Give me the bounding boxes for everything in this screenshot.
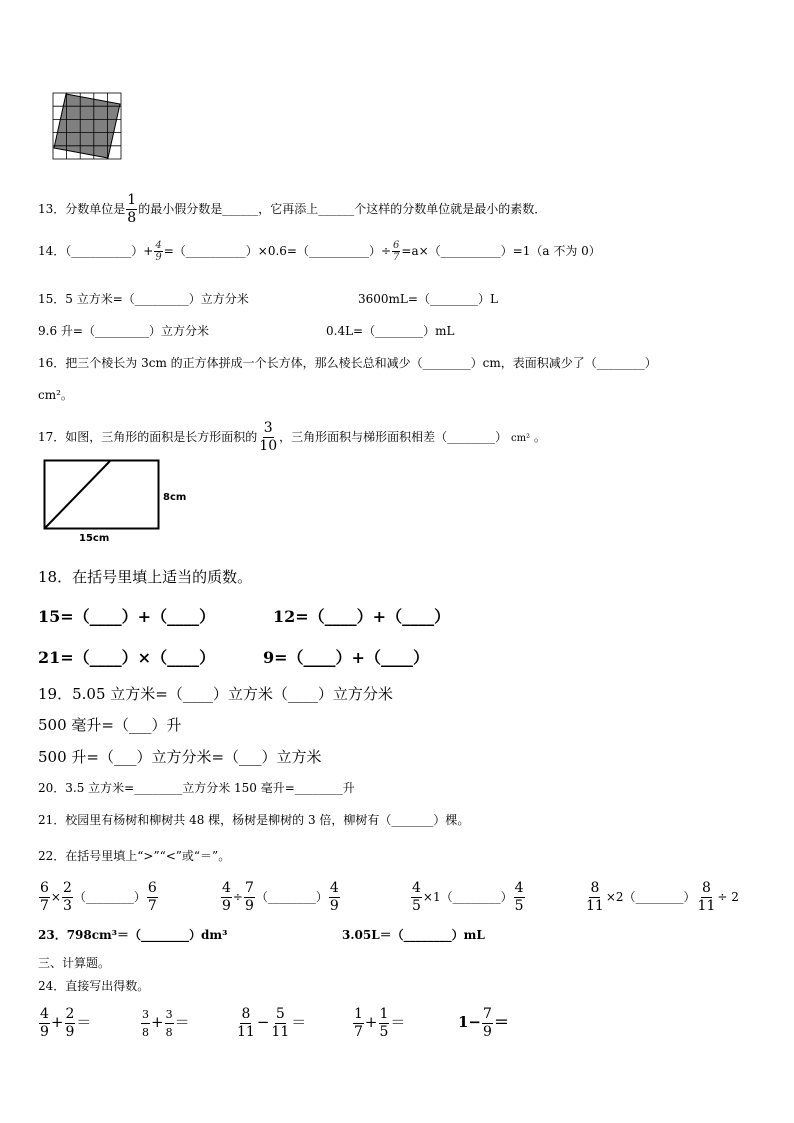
den: 9 [222, 898, 231, 914]
q21: 21．校园里有杨树和柳树共 48 棵，杨树是柳树的 3 倍，柳树有（_______）棵。 [38, 813, 470, 827]
den: 7 [40, 898, 49, 914]
num: 3 [165, 1006, 174, 1024]
q17-post: ，三角形面积与梯形面积相差（________） [279, 430, 508, 444]
operator: ×2 [605, 890, 624, 904]
operator: ÷ 2 [717, 890, 739, 904]
q14-part-a: （__________）+ [65, 244, 154, 258]
q14-part-b: =（__________）×0.6=（__________）÷ [163, 244, 392, 258]
q24-e5-pre: 1− [458, 1013, 482, 1031]
frac [39, 1006, 50, 1041]
frac [270, 1006, 290, 1041]
q13-post: 的最小假分数是______，它再添上______个这样的分数单位就是最小的素数． [138, 202, 547, 216]
q13-fraction [126, 192, 137, 227]
q17-unit: cm² [510, 433, 531, 444]
num: 4 [412, 880, 421, 896]
operator: ÷ [232, 890, 243, 904]
den: 7 [354, 1023, 363, 1040]
q19-line2: 500 毫升=（___）升 [38, 716, 182, 734]
q24-expr-3 [235, 1002, 306, 1042]
operator: ×1 [422, 890, 441, 904]
frac [221, 880, 232, 915]
den: 9 [329, 898, 339, 914]
q13-fraction-den: 8 [127, 210, 137, 226]
den: 8 [165, 1025, 173, 1039]
frac [62, 880, 73, 915]
frac [585, 880, 605, 915]
den: 9 [65, 1023, 75, 1040]
den: 5 [514, 898, 524, 914]
q13-fraction-num: 1 [127, 192, 137, 208]
q14-frac1-num: 4 [155, 240, 162, 251]
q19-line3: 500 升=（___）立方分米=（___）立方米 [38, 748, 322, 766]
operator: × [50, 890, 61, 904]
q24-expr-2 [140, 1002, 190, 1042]
den: 5 [412, 898, 421, 914]
frac [379, 1006, 390, 1041]
q16-line1: 16．把三个棱长为 3cm 的正方体拼成一个长方体，那么棱长总和减少（________）cm，表面积减少了（________） [38, 356, 657, 370]
num: 2 [65, 1005, 75, 1022]
q14-frac1-den: 9 [155, 252, 162, 263]
q17-end: 。 [533, 430, 546, 444]
q15-d: 0.4L=（________）mL [326, 324, 455, 338]
q17 [38, 420, 546, 455]
num: 2 [62, 880, 72, 896]
num: 4 [514, 880, 524, 896]
frac [147, 880, 158, 915]
operator: + [151, 1013, 164, 1031]
num: 4 [222, 880, 231, 896]
frac [141, 1006, 150, 1041]
q14-number: 14． [38, 244, 66, 258]
num: 8 [590, 880, 600, 896]
frac [514, 880, 525, 915]
num: 6 [147, 880, 157, 896]
answer-blank[interactable]: （________） [73, 890, 146, 904]
rect-width-label: 15cm [79, 533, 110, 544]
q18-row1-a: 15=（____）+（____） [38, 607, 216, 626]
q24-expr-1 [38, 1002, 91, 1042]
q24-title: 24．直接写出得数。 [38, 979, 150, 993]
den: 8 [142, 1025, 149, 1039]
frac [244, 880, 255, 915]
q15-b: 3600mL=（________）L [358, 292, 498, 306]
q18-title: 18．在括号里填上适当的质数。 [38, 568, 253, 586]
q13-number: 13． [38, 202, 66, 216]
frac [697, 880, 717, 915]
den: 9 [483, 1023, 492, 1040]
q24-expr-5 [458, 1002, 509, 1042]
q17-number: 17． [38, 430, 66, 444]
q22-expr-2 [220, 877, 341, 917]
q15-line1 [38, 291, 249, 307]
q14-part-c: =a×（__________）=1（a 不为 0） [401, 244, 601, 258]
q22-expr-1 [38, 877, 159, 917]
grid-square-figure [52, 92, 122, 162]
q23-a: 23．798cm³＝（________）dm³ [38, 928, 228, 942]
q18-row2-b: 9=（____）+（____） [263, 648, 429, 667]
equals: ＝ [174, 1013, 190, 1031]
den: 9 [40, 1023, 49, 1040]
operator: − [256, 1013, 270, 1031]
rectangle-figure [43, 459, 161, 531]
q22-expr-4 [584, 877, 739, 917]
num: 5 [275, 1005, 285, 1022]
frac [411, 880, 422, 915]
q13 [38, 192, 546, 227]
den: 11 [586, 898, 604, 914]
den: 11 [237, 1023, 255, 1040]
num: 6 [40, 880, 49, 896]
q15-a: 5 立方米=（_________）立方分米 [65, 292, 249, 306]
q22-expr-3 [410, 877, 526, 917]
equals: ＝ [390, 1013, 406, 1031]
q16-line2: cm²。 [38, 388, 73, 402]
q17-fraction [258, 420, 278, 455]
frac [353, 1006, 364, 1041]
q23-b: 3.05L＝（________）mL [342, 928, 485, 942]
q14-fraction-1 [154, 240, 162, 263]
equals: ＝ [291, 1013, 307, 1031]
num: 7 [244, 880, 254, 896]
q24-expr-4 [352, 1002, 405, 1042]
den: 7 [147, 898, 157, 914]
frac [39, 880, 50, 915]
q18-row1-b: 12=（____）+（____） [273, 607, 451, 626]
q14-frac2-num: 6 [393, 240, 400, 251]
num: 3 [141, 1006, 150, 1024]
den: 3 [62, 898, 72, 914]
equals: ＝ [76, 1013, 92, 1031]
q17-fraction-den: 10 [259, 438, 278, 454]
den: 11 [697, 898, 716, 914]
q14-fraction-2 [392, 240, 400, 263]
frac [236, 1006, 256, 1041]
q15-c: 9.6 升=（_________）立方分米 [38, 324, 209, 338]
q18-row2-a: 21=（____）×（____） [38, 648, 216, 667]
answer-blank[interactable]: （________） [255, 890, 328, 904]
operator: + [364, 1013, 378, 1031]
frac [65, 1006, 76, 1041]
num: 7 [483, 1005, 492, 1022]
answer-blank[interactable]: （________） [623, 890, 696, 904]
num: 4 [329, 880, 339, 896]
den: 5 [379, 1023, 389, 1040]
q14-frac2-den: 7 [393, 252, 400, 263]
frac [482, 1006, 493, 1041]
q17-fraction-num: 3 [263, 420, 273, 436]
q20: 20．3.5 立方米=________立方分米 150 毫升=________升 [38, 781, 355, 795]
q13-pre: 分数单位是 [65, 202, 126, 216]
num: 4 [40, 1005, 49, 1022]
operator: + [50, 1013, 64, 1031]
num: 1 [379, 1005, 389, 1022]
num: 8 [702, 880, 711, 896]
rect-height-label: 8cm [163, 492, 187, 503]
q22-title: 22．在括号里填上“>”“<”或“＝”。 [38, 849, 231, 863]
section-3-title: 三、计算题。 [38, 956, 111, 970]
frac [165, 1006, 174, 1041]
answer-blank[interactable]: （________） [440, 890, 513, 904]
den: 9 [244, 898, 254, 914]
q15-number: 15． [38, 292, 66, 306]
q14 [38, 236, 601, 266]
q17-pre: 如图，三角形的面积是长方形面积的 [65, 430, 258, 444]
equals: ＝ [493, 1013, 509, 1031]
den: 11 [271, 1023, 290, 1040]
num: 1 [354, 1005, 363, 1022]
q19-line1: 19．5.05 立方米=（____）立方米（____）立方分米 [38, 685, 393, 703]
num: 8 [241, 1005, 251, 1022]
frac [329, 880, 340, 915]
